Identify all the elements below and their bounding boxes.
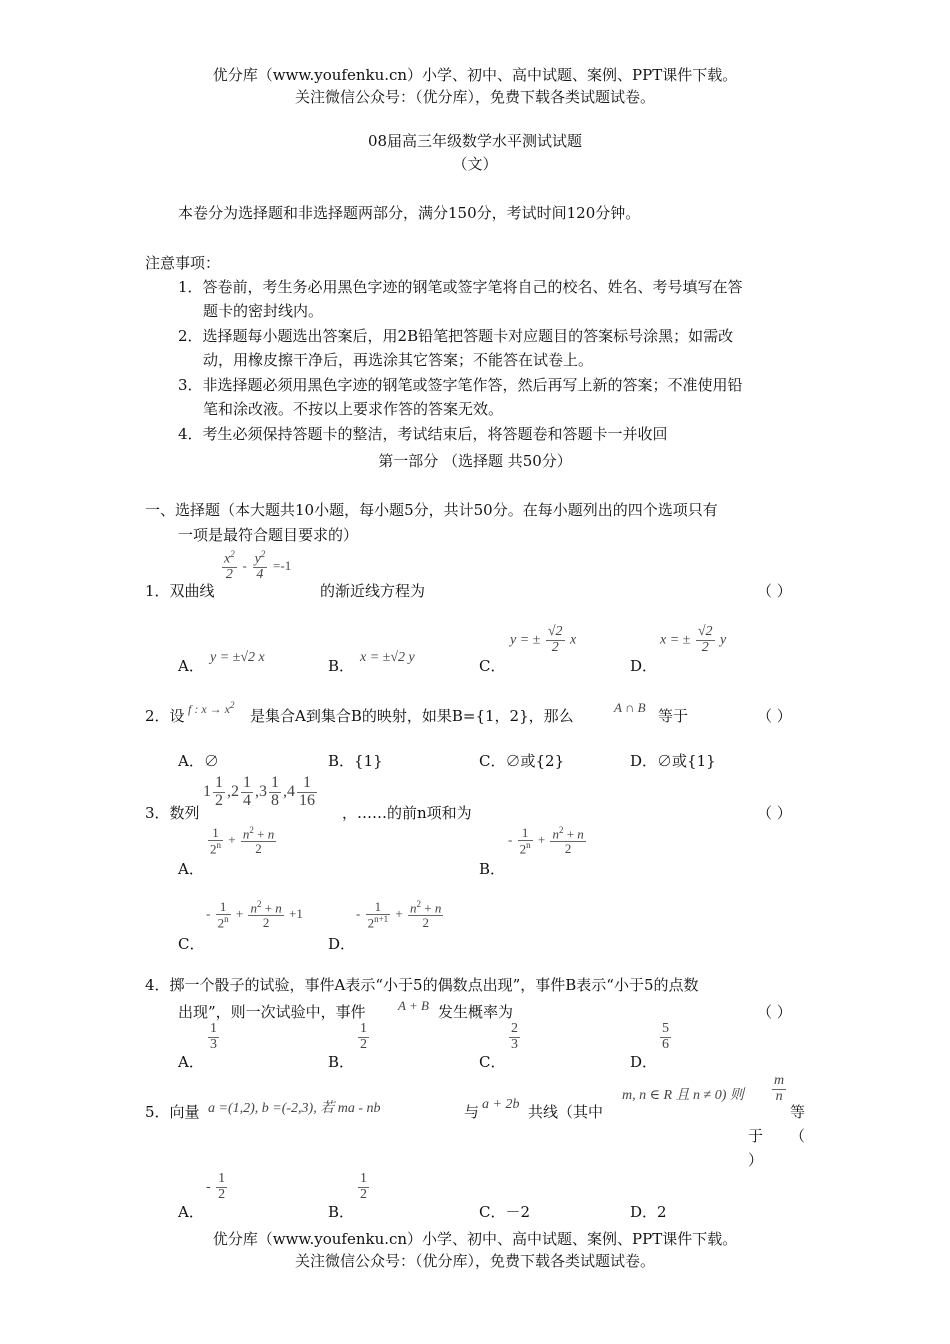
q5-label: 5．向量 bbox=[145, 1103, 200, 1121]
footer-line-1: 优分库（www.youfenku.cn）小学、初中、高中试题、案例、PPT课件下载。 bbox=[212, 1230, 738, 1248]
q3-option-b: B． bbox=[479, 860, 506, 878]
q4-option-d: D． bbox=[630, 1053, 658, 1071]
q1-option-c-math: y = ± $\frac{√2}{2}$ x bbox=[510, 624, 577, 655]
q3-answer-paren: （ ） bbox=[757, 804, 792, 822]
intro-text: 本卷分为选择题和非选择题两部分，满分150分，考试时间120分钟。 bbox=[178, 204, 641, 222]
page-title: 08届高三年级数学水平测试试题 bbox=[367, 132, 583, 150]
q1-option-a: A． bbox=[178, 657, 204, 675]
note-2b: 动，用橡皮擦干净后，再选涂其它答案；不能答在试卷上。 bbox=[203, 351, 594, 369]
q1-answer-paren: （ ） bbox=[757, 582, 792, 600]
q1-option-b: B． bbox=[328, 657, 355, 675]
q3-option-d-math: - $\frac{1}{2^{n+1}}$ + $\frac{n^2 + n}{2}$ bbox=[356, 899, 442, 930]
q2-mid: 是集合A到集合B的映射，如果B={1，2}，那么 bbox=[250, 707, 574, 725]
q4-event: A + B bbox=[398, 998, 429, 1013]
q5-tail-3: （ bbox=[790, 1127, 806, 1145]
q5-option-a-math: - $\frac{1}{2}$ bbox=[206, 1171, 226, 1202]
q3-option-d: D． bbox=[328, 935, 356, 953]
note-3a: 3．非选择题必须用黑色字迹的钢笔或签字笔作答，然后再写上新的答案；不准使用铅 bbox=[178, 376, 743, 394]
q1-eq-rhs: =-1 bbox=[273, 557, 292, 573]
q4-option-d-math: $\frac{5}{6}$ bbox=[662, 1021, 669, 1052]
section-heading-2: 一项是最符合题目要求的） bbox=[178, 526, 359, 544]
q1-option-c: C． bbox=[479, 657, 506, 675]
q5-condition: m, n ∈ R 且 n ≠ 0) 则 bbox=[622, 1088, 744, 1103]
q4-line-1: 4．掷一个骰子的试验，事件A表示“小于5的偶数点出现”，事件B表示“小于5的点数 bbox=[145, 976, 699, 994]
q4-option-b-math: $\frac{1}{2}$ bbox=[360, 1021, 367, 1052]
q4-option-b: B． bbox=[328, 1053, 355, 1071]
q1-option-d: D． bbox=[630, 657, 658, 675]
footer-line-2: 关注微信公众号：（优分库），免费下载各类试题试卷。 bbox=[294, 1252, 655, 1270]
q4-line-2a: 出现”，则一次试验中，事件 bbox=[178, 1003, 366, 1021]
q3-option-c-math: - $\frac{1}{2^n}$ + $\frac{n^2 + n}{2}$ +1 bbox=[206, 899, 303, 930]
q5-with: 与 bbox=[464, 1103, 480, 1121]
q1-option-a-math: y = ±√2 x bbox=[210, 650, 265, 665]
notes-heading: 注意事项： bbox=[145, 254, 221, 272]
q1-option-d-math: x = ± $\frac{√2}{2}$ y bbox=[660, 624, 727, 655]
note-3b: 笔和涂改液。不按以上要求作答的答案无效。 bbox=[203, 400, 504, 418]
part-heading: 第一部分 （选择题 共50分） bbox=[378, 452, 572, 470]
q5-option-a: A． bbox=[178, 1203, 204, 1221]
q2-set: A ∩ B bbox=[614, 700, 646, 715]
q2-suffix: 等于 bbox=[658, 707, 689, 725]
q5-vector-sum: a + 2b bbox=[482, 1097, 520, 1112]
q3-option-a-math: $\frac{1}{2^n}$ + $\frac{n^2 + n}{2}$ bbox=[210, 825, 275, 856]
q4-line-2b: 发生概率为 bbox=[438, 1003, 514, 1021]
q2-map: f : $x \to x^2$ bbox=[188, 700, 235, 716]
q2-option-a: A．∅ bbox=[178, 752, 219, 770]
q1-hyperbola-equation: $\frac{x^2}{2}$ - $\frac{y^2}{4}$ =-1 bbox=[224, 549, 292, 583]
q3-option-a: A． bbox=[178, 860, 204, 878]
q1-label: 1．双曲线 bbox=[145, 582, 215, 600]
note-2a: 2．选择题每小题选出答案后，用2B铅笔把答题卡对应题目的答案标号涂黑；如需改 bbox=[178, 327, 734, 345]
q5-option-d: D．2 bbox=[630, 1203, 667, 1221]
q5-vectors: a =(1,2), b =(-2,3), 若 ma - nb bbox=[208, 1101, 381, 1116]
note-4: 4．考生必须保持答题卡的整洁，考试结束后，将答题卷和答题卡一并收回 bbox=[178, 425, 668, 443]
q3-option-c: C． bbox=[178, 935, 205, 953]
section-heading-1: 一、选择题（本大题共10小题，每小题5分，共计50分。在每小题列出的四个选项只有 bbox=[145, 501, 718, 519]
q2-answer-paren: （ ） bbox=[757, 707, 792, 725]
q1-option-b-math: x = ±√2 y bbox=[360, 650, 415, 665]
q5-tail-4: ） bbox=[748, 1151, 764, 1169]
note-1a: 1．答卷前，考生务必用黑色字迹的钢笔或签字笔将自己的校名、姓名、考号填写在答 bbox=[178, 278, 743, 296]
page-subtitle: （文） bbox=[452, 155, 498, 173]
q4-option-a-math: $\frac{1}{3}$ bbox=[210, 1021, 217, 1052]
q2-option-b: B．{1} bbox=[328, 752, 383, 770]
q5-tail-2: 于 bbox=[748, 1127, 764, 1145]
q3-label: 3．数列 bbox=[145, 804, 200, 822]
q2-map-text: f : x → x bbox=[188, 702, 230, 716]
q5-option-b-math: $\frac{1}{2}$ bbox=[360, 1171, 367, 1202]
q4-option-c-math: $\frac{2}{3}$ bbox=[511, 1021, 518, 1052]
q5-ratio: $\frac{m}{n}$ bbox=[774, 1073, 785, 1104]
q4-option-a: A． bbox=[178, 1053, 204, 1071]
q2-label: 2．设 bbox=[145, 707, 185, 725]
header-line-2: 关注微信公众号：（优分库），免费下载各类试题试卷。 bbox=[294, 88, 655, 106]
q4-option-c: C． bbox=[479, 1053, 506, 1071]
q5-option-b: B． bbox=[328, 1203, 355, 1221]
header-line-1: 优分库（www.youfenku.cn）小学、初中、高中试题、案例、PPT课件下载。 bbox=[212, 66, 738, 84]
note-1b: 题卡的密封线内。 bbox=[203, 302, 324, 320]
q3-sequence: 1 $\frac{1}{2}$ ,2 $\frac{1}{4}$ ,3 $\frac{1}{8}$ ,4 $\frac{1}{16}$ bbox=[203, 774, 315, 809]
q2-option-d: D．∅或{1} bbox=[630, 752, 716, 770]
q5-tail-1: 等 bbox=[790, 1103, 806, 1121]
q3-option-b-math: - $\frac{1}{2^n}$ + $\frac{n^2 + n}{2}$ bbox=[508, 825, 584, 856]
q1-suffix: 的渐近线方程为 bbox=[320, 582, 426, 600]
q5-option-c: C．－2 bbox=[479, 1203, 531, 1221]
q2-option-c: C．∅或{2} bbox=[479, 752, 565, 770]
q5-mid: 共线（其中 bbox=[528, 1103, 604, 1121]
q3-suffix: ，……的前n项和为 bbox=[342, 804, 472, 822]
q4-answer-paren: （ ） bbox=[757, 1003, 792, 1021]
